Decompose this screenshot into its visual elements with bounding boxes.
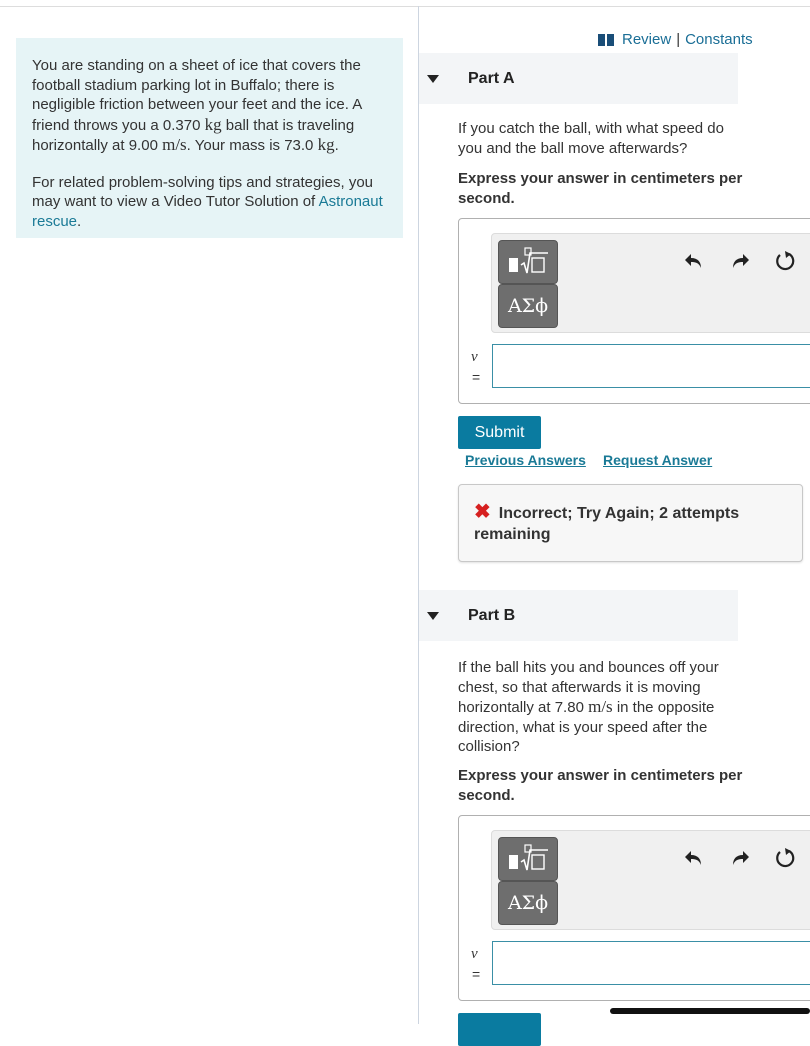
answer-input[interactable] — [492, 344, 810, 388]
error-x-icon: ✖ — [474, 501, 491, 523]
greek-letters-icon: ΑΣϕ — [507, 892, 549, 914]
column-divider — [418, 6, 419, 1024]
feedback-text: Incorrect; Try Again; 2 attempts remaining — [474, 505, 740, 543]
part-a-instructions: Express your answer in centimeters per second. — [458, 170, 743, 207]
templates-button[interactable] — [498, 837, 558, 881]
video-tutor-link[interactable]: Astronaut rescue — [32, 193, 383, 230]
part-b-instructions: Express your answer in centimeters per second. — [458, 767, 743, 804]
redo-button[interactable] — [727, 248, 753, 274]
part-b-header[interactable] — [419, 590, 738, 641]
part-a-question: If you catch the ball, with what speed do you and the ball move afterwards? — [458, 120, 724, 157]
undo-button[interactable] — [681, 845, 707, 871]
previous-answers-link[interactable]: Previous Answers — [465, 452, 586, 468]
reset-button[interactable] — [772, 845, 798, 871]
undo-button[interactable] — [681, 248, 707, 274]
caret-down-icon[interactable] — [427, 612, 439, 620]
part-b-title: Part B — [468, 606, 516, 624]
problem-statement — [16, 38, 403, 238]
answer-input[interactable] — [492, 941, 810, 985]
submit-button-partial[interactable] — [458, 1013, 541, 1046]
part-b-question: If the ball hits you and bounces off your chest, so that afterwards it is moving horizontally at 7.80 m/s in the opposite direction, what is your speed after the collision? — [458, 659, 719, 755]
equals-label: = — [472, 966, 481, 982]
constants-link[interactable]: Constants — [685, 31, 753, 48]
redo-icon — [729, 250, 751, 272]
reset-button[interactable] — [772, 248, 798, 274]
reset-icon — [773, 249, 797, 273]
templates-button[interactable] — [498, 240, 558, 284]
top-links — [598, 31, 753, 48]
variable-label: v — [471, 349, 478, 365]
templates-icon — [503, 245, 553, 279]
greek-letters-button[interactable] — [498, 881, 558, 925]
math-toolbar — [491, 830, 810, 930]
part-a-title: Part A — [468, 69, 515, 87]
math-toolbar — [491, 233, 810, 333]
greek-letters-button[interactable] — [498, 284, 558, 328]
equals-label: = — [472, 369, 481, 385]
request-answer-link[interactable]: Request Answer — [603, 452, 713, 468]
feedback-message — [458, 484, 803, 562]
reset-icon — [773, 846, 797, 870]
redo-icon — [729, 847, 751, 869]
templates-icon — [503, 842, 553, 876]
redo-button[interactable] — [727, 845, 753, 871]
top-border — [0, 6, 810, 7]
problem-text: You are standing on a sheet of ice that covers the football stadium parking lot in Buffalo; there is negligible friction between your feet and the ice. A friend throws you a 0.370 kg ball that is traveling horizontally at 9.00 m/s. Your mass is 73.0 kg. — [32, 57, 362, 154]
submit-button[interactable]: Submit — [458, 416, 541, 449]
review-link[interactable]: Review — [622, 31, 672, 48]
caret-down-icon[interactable] — [427, 75, 439, 83]
book-icon — [598, 34, 614, 46]
part-a-answer-box — [458, 218, 810, 404]
undo-icon — [683, 847, 705, 869]
home-indicator — [610, 1008, 810, 1014]
part-a-header[interactable] — [419, 53, 738, 104]
tips-text: For related problem-solving tips and strategies, you may want to view a Video Tutor Solution of Astronaut rescue. — [32, 173, 383, 230]
undo-icon — [683, 250, 705, 272]
greek-letters-icon: ΑΣϕ — [507, 295, 549, 317]
variable-label: v — [471, 946, 478, 962]
link-separator: | — [676, 31, 681, 48]
part-b-answer-box — [458, 815, 810, 1001]
